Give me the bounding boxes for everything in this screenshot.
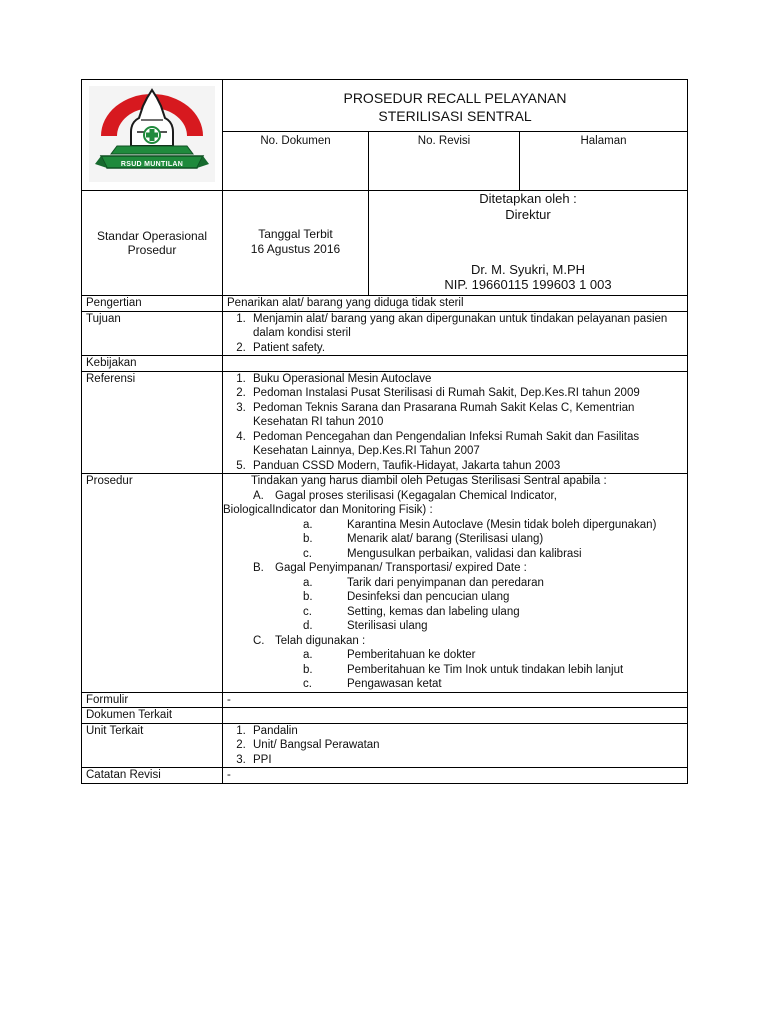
catatan-revisi-text: - <box>223 768 688 784</box>
section-letter: B. <box>253 562 264 574</box>
tanggal-terbit-value: 16 Agustus 2016 <box>250 241 341 256</box>
section-letter: C. <box>253 634 265 647</box>
formulir-label: Formulir <box>82 692 223 708</box>
prosedur-content <box>223 474 688 693</box>
list-item: a. Tarik dari penyimpanan dan peredaran <box>303 576 544 589</box>
no-revisi-cell <box>369 131 520 190</box>
tanggal-terbit-cell <box>223 191 369 296</box>
list-item: b. Pemberitahuan ke Tim Inok untuk tindakan lebih lanjut <box>303 663 624 676</box>
list-item: c. Mengusulkan perbaikan, validasi dan kalibrasi <box>303 547 582 560</box>
logo-text: RSUD MUNTILAN <box>120 161 184 168</box>
sop-label-cell <box>82 191 223 296</box>
no-revisi-label: No. Revisi <box>417 134 471 147</box>
pengertian-label: Pengertian <box>82 296 223 312</box>
halaman-label: Halaman <box>580 134 627 147</box>
list-item: a. Pemberitahuan ke dokter <box>303 649 476 661</box>
tanggal-terbit-label: Tanggal Terbit <box>258 227 333 241</box>
section-letter: A. <box>253 489 264 502</box>
list-item: 4. Pedoman Pencegahan dan Pengendalian Infeksi Rumah Sakit dan Fasilitas Kesehatan Lainnya, Dep.Kes.RI Tahun 2007 <box>249 430 683 459</box>
list-item: 3. PPI <box>249 753 683 768</box>
list-item: 1. Pandalin <box>249 724 683 739</box>
no-dokumen-cell <box>223 131 369 190</box>
prosedur-section-c <box>251 634 683 649</box>
sop-table <box>81 79 688 784</box>
sop-label-line-1: Standar Operasional <box>96 228 208 243</box>
list-item: 2. Pedoman Instalasi Pusat Sterilisasi di Rumah Sakit, Dep.Kes.RI tahun 2009 <box>249 386 683 401</box>
sop-document <box>81 79 687 784</box>
list-item: b. Desinfeksi dan pencucian ulang <box>303 591 510 603</box>
prosedur-label: Prosedur <box>82 474 223 693</box>
catatan-revisi-label: Catatan Revisi <box>82 768 223 784</box>
list-item: c. Pengawasan ketat <box>303 678 442 690</box>
hospital-logo <box>87 84 217 184</box>
referensi-label: Referensi <box>82 371 223 474</box>
document-title <box>223 80 688 132</box>
section-heading: Telah digunakan : <box>275 634 366 647</box>
formulir-text: - <box>223 692 688 708</box>
unit-terkait-label: Unit Terkait <box>82 723 223 768</box>
list-item: d. Sterilisasi ulang <box>303 620 428 632</box>
list-item: 2. Patient safety. <box>249 341 683 356</box>
logo-cell <box>82 80 223 191</box>
title-line-1: PROSEDUR RECALL PELAYANAN <box>343 90 567 106</box>
ditetapkan-line-1: Ditetapkan oleh : <box>479 191 577 206</box>
signer-nip: NIP. 19660115 199603 1 003 <box>444 277 612 292</box>
signer-name: Dr. M. Syukri, M.PH <box>470 262 586 277</box>
ditetapkan-line-2: Direktur <box>505 207 551 222</box>
list-item: 5. Panduan CSSD Modern, Taufik-Hidayat, Jakarta tahun 2003 <box>249 459 683 474</box>
dokumen-terkait-label: Dokumen Terkait <box>82 708 223 724</box>
list-item: 3. Pedoman Teknis Sarana dan Prasarana Rumah Sakit Kelas C, Kementrian Kesehatan RI tahun 2010 <box>249 401 683 430</box>
list-item: 1. Menjamin alat/ barang yang akan dipergunakan untuk tindakan pelayanan pasien dalam kondisi steril <box>249 312 683 341</box>
section-heading: Gagal proses sterilisasi (Kegagalan Chemical Indicator, <box>275 489 557 502</box>
ditetapkan-cell <box>369 191 688 296</box>
prosedur-intro: Tindakan yang harus diambil oleh Petugas Sterilisasi Sentral apabila : <box>251 475 607 487</box>
list-item: 1. Buku Operasional Mesin Autoclave <box>249 372 683 387</box>
sop-label-line-2: Prosedur <box>127 243 177 257</box>
tujuan-content <box>223 311 688 356</box>
halaman-cell <box>520 131 688 190</box>
title-line-2: STERILISASI SENTRAL <box>378 108 532 124</box>
list-item: 2. Unit/ Bangsal Perawatan <box>249 738 683 753</box>
list-item: a. Karantina Mesin Autoclave (Mesin tidak boleh dipergunakan) <box>303 518 657 531</box>
prosedur-section-a <box>251 489 683 504</box>
no-dokumen-label: No. Dokumen <box>260 134 331 147</box>
prosedur-section-b <box>251 561 683 576</box>
kebijakan-text <box>223 356 688 372</box>
referensi-content <box>223 371 688 474</box>
section-heading: Gagal Penyimpanan/ Transportasi/ expired Date : <box>275 562 527 574</box>
section-heading-cont: BiologicalIndicator dan Monitoring Fisik) : <box>223 504 433 516</box>
pengertian-text: Penarikan alat/ barang yang diduga tidak steril <box>223 296 688 312</box>
kebijakan-label: Kebijakan <box>82 356 223 372</box>
tujuan-label: Tujuan <box>82 311 223 356</box>
unit-terkait-content <box>223 723 688 768</box>
dokumen-terkait-text <box>223 708 688 724</box>
list-item: b. Menarik alat/ barang (Sterilisasi ulang) <box>303 533 544 545</box>
list-item: c. Setting, kemas dan labeling ulang <box>303 605 520 618</box>
